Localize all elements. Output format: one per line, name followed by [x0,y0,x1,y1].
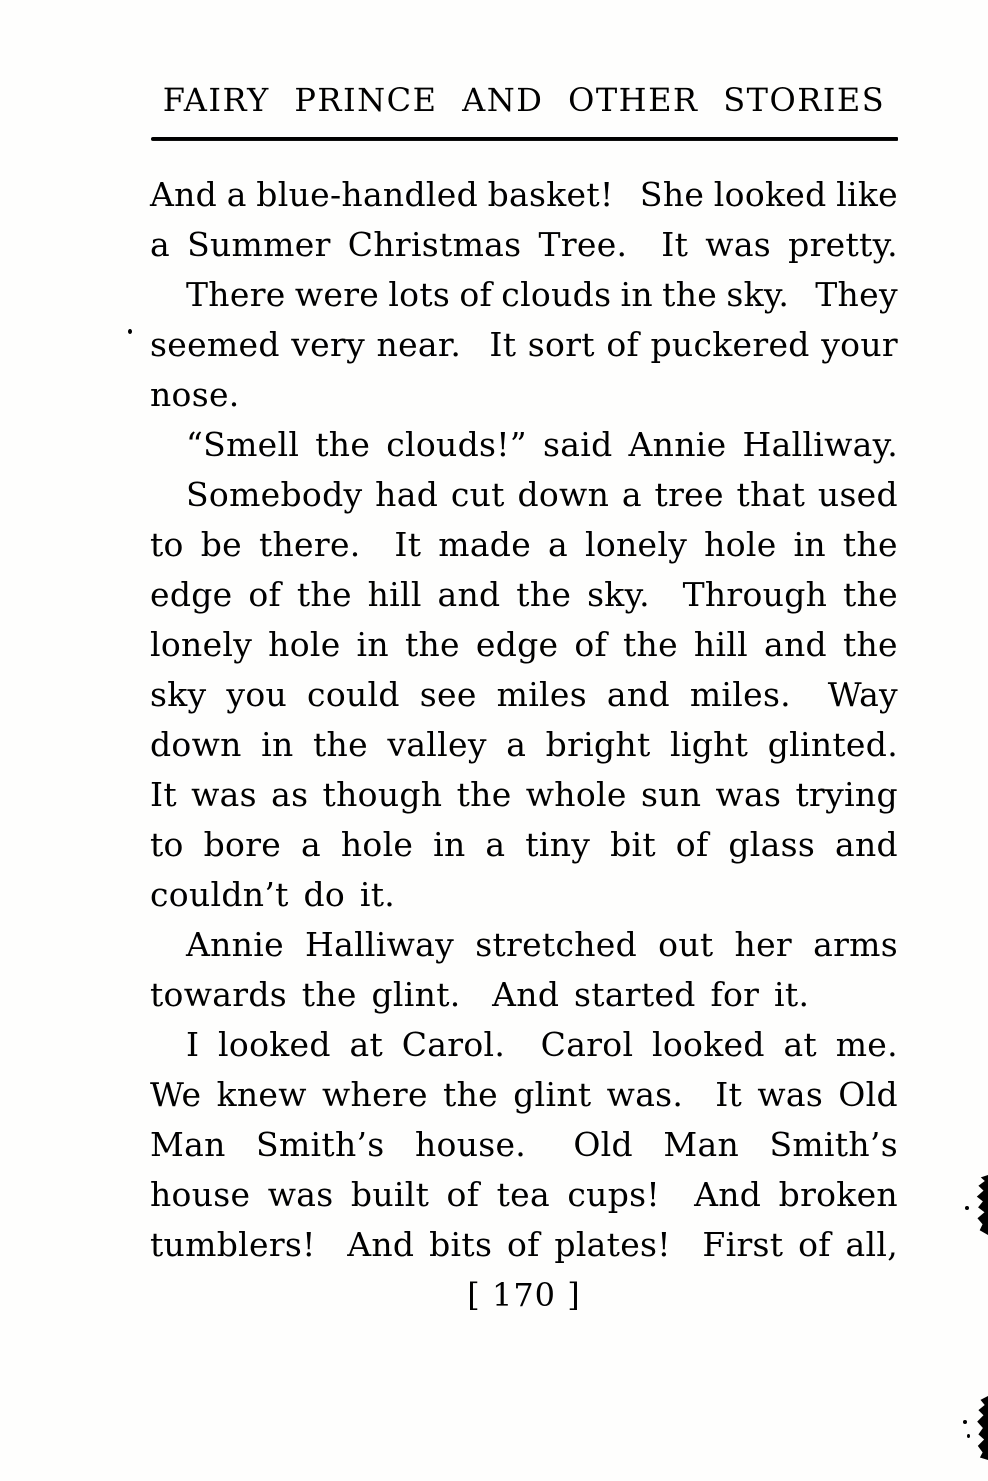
word: cut [450,475,505,514]
word: We [150,1075,202,1114]
word: Way [827,675,898,714]
word: the [313,725,368,764]
word: Old [838,1075,898,1114]
word: the [623,625,678,664]
word: in [261,725,294,764]
word: bit [610,825,656,864]
word: It [394,525,422,564]
word: Carol [540,1025,634,1064]
word: the [843,575,898,614]
word: made [438,525,532,564]
word: And [150,175,218,214]
word: as [271,775,309,814]
word: plates! [554,1225,688,1264]
word: were [294,275,380,314]
word: Man [150,1125,226,1164]
word: edge [475,625,559,664]
word: see [419,675,477,714]
word: could [307,675,400,714]
word: basket! [487,175,631,214]
word: to [150,825,184,864]
text-line [150,1120,898,1170]
word: in [356,625,389,664]
word: house [150,1175,251,1214]
text-line [150,320,898,370]
text-line [150,570,898,620]
word: a [150,225,170,264]
text-line [150,470,898,520]
word: built [350,1175,430,1214]
text-line [150,1170,898,1220]
word: was [191,775,257,814]
word: the [662,275,718,314]
word: in [620,275,653,314]
word: sky. [587,575,667,614]
word: miles [496,675,587,714]
word: broken [778,1175,898,1214]
word: trying [795,775,898,814]
text-line [150,420,898,470]
word: down [517,475,610,514]
word: and [437,575,501,614]
page-number: [ 170 ] [467,1276,581,1314]
ink-smudge-lower [973,1396,988,1460]
text-line [150,520,898,570]
text-line [150,820,898,870]
word: Halliway [305,925,455,964]
word: Annie [186,925,284,964]
word: lonely [150,625,253,664]
word: a [226,175,247,214]
word: lots [388,275,451,314]
ink-speck [128,329,132,334]
word: was [705,225,772,264]
word: of [506,1225,540,1264]
word: Smith’s [769,1125,898,1164]
text-line [150,1070,898,1120]
word: of [574,625,608,664]
text-line [150,220,898,270]
word: bits [429,1225,493,1264]
text-line: towards the glint. And started for it. [150,975,810,1014]
word: She [639,175,705,214]
word: very [291,325,366,364]
word: glass [728,825,816,864]
text-line [150,920,898,970]
word: It [661,225,689,264]
word: Through [682,575,828,614]
word: clouds [501,275,612,314]
text-line [150,620,898,670]
word: a [548,525,569,564]
word: clouds!” [386,425,527,464]
word: a [485,825,506,864]
word: pretty. [788,225,898,264]
word: It [150,775,177,814]
word: hill [367,575,422,614]
word: was. [606,1075,701,1114]
word: I [186,1025,200,1064]
word: me. [835,1025,898,1064]
word: house. [414,1125,543,1164]
word: hole [340,825,414,864]
ink-speck [965,1206,969,1210]
word: tree [654,475,724,514]
word: where [322,1075,428,1114]
word: be [200,525,242,564]
word: hole [268,625,341,664]
word: tiny [525,825,591,864]
word: was [267,1175,334,1214]
text-line: nose. [150,375,240,414]
word: you [226,675,288,714]
word: Tree. [538,225,645,264]
word: Smith’s [256,1125,385,1164]
word: of [675,825,709,864]
word: tumblers! [150,1225,333,1264]
word: the [443,1075,498,1114]
word: a [300,825,321,864]
word: arms [813,925,898,964]
word: stretched [475,925,638,964]
word: used [817,475,898,514]
word: glint [513,1075,592,1114]
word: Halliway. [742,425,898,464]
word: of [798,1225,831,1264]
running-header: FAIRY PRINCE AND OTHER STORIES [162,81,886,119]
word: your [821,325,898,364]
word: looked [713,175,827,214]
text-line [150,670,898,720]
word: the [456,775,512,814]
word: the [842,625,898,664]
text-line [150,770,898,820]
word: bore [203,825,282,864]
word: It [715,1075,743,1114]
word: light [670,725,749,764]
word: Man [663,1125,740,1164]
word: edge [150,575,233,614]
word: There [186,275,286,314]
word: all, [845,1225,898,1264]
word: and [834,825,898,864]
word: blue-handled [256,175,479,214]
word: knew [216,1075,307,1114]
word: hole [704,525,777,564]
word: valley [387,725,487,764]
word: “Smell [186,425,300,464]
text-line [150,270,898,320]
text-line [150,170,898,220]
word: Christmas [347,225,522,264]
ink-smudge-upper [972,1175,988,1235]
word: that [736,475,806,514]
word: And [694,1175,762,1214]
word: sun [640,775,702,814]
word: like [836,175,898,214]
word: miles. [689,675,808,714]
word: at [783,1025,817,1064]
word: Carol. [401,1025,522,1064]
word: and [764,625,827,664]
word: a [621,475,642,514]
word: lonely [584,525,688,564]
ink-speck [963,1420,967,1424]
word: And [347,1225,415,1264]
word: and [606,675,670,714]
word: down [150,725,242,764]
word: was [715,775,782,814]
word: in [433,825,466,864]
word: whole [525,775,627,814]
word: bright [545,725,651,764]
word: sky [150,675,207,714]
word: of [606,325,640,364]
word: near. [376,325,478,364]
word: of [459,275,493,314]
word: in [793,525,826,564]
word: said [543,425,613,464]
word: though [322,775,443,814]
word: Somebody [186,475,363,514]
word: the [842,525,898,564]
word: It [489,325,517,364]
word: had [375,475,439,514]
word: looked [218,1025,331,1064]
ink-speck [967,1434,970,1438]
word: cups! [567,1175,677,1214]
body-text [150,170,898,1270]
word: looked [652,1025,765,1064]
word: the [404,625,460,664]
word: at [349,1025,384,1064]
word: a [506,725,527,764]
word: Annie [628,425,727,464]
word: tea [496,1175,550,1214]
word: the [516,575,572,614]
text-line: couldn’t do it. [150,875,396,914]
word: to [150,525,184,564]
word: First [702,1225,784,1264]
word: the [296,575,352,614]
text-line [150,1020,898,1070]
word: seemed [150,325,280,364]
word: of [248,575,282,614]
word: They [815,275,898,314]
word: there. [258,525,378,564]
word: the [315,425,371,464]
word: hill [693,625,749,664]
word: of [446,1175,480,1214]
word: Summer [187,225,331,264]
word: Old [573,1125,633,1164]
word: glinted. [767,725,898,764]
word: sort [527,325,595,364]
word: sky. [726,275,807,314]
text-line [150,1220,898,1270]
word: puckered [650,325,810,364]
header-rule-divider [151,137,898,141]
word: her [734,925,793,964]
word: out [658,925,714,964]
text-line [150,720,898,770]
word: was [757,1075,824,1114]
